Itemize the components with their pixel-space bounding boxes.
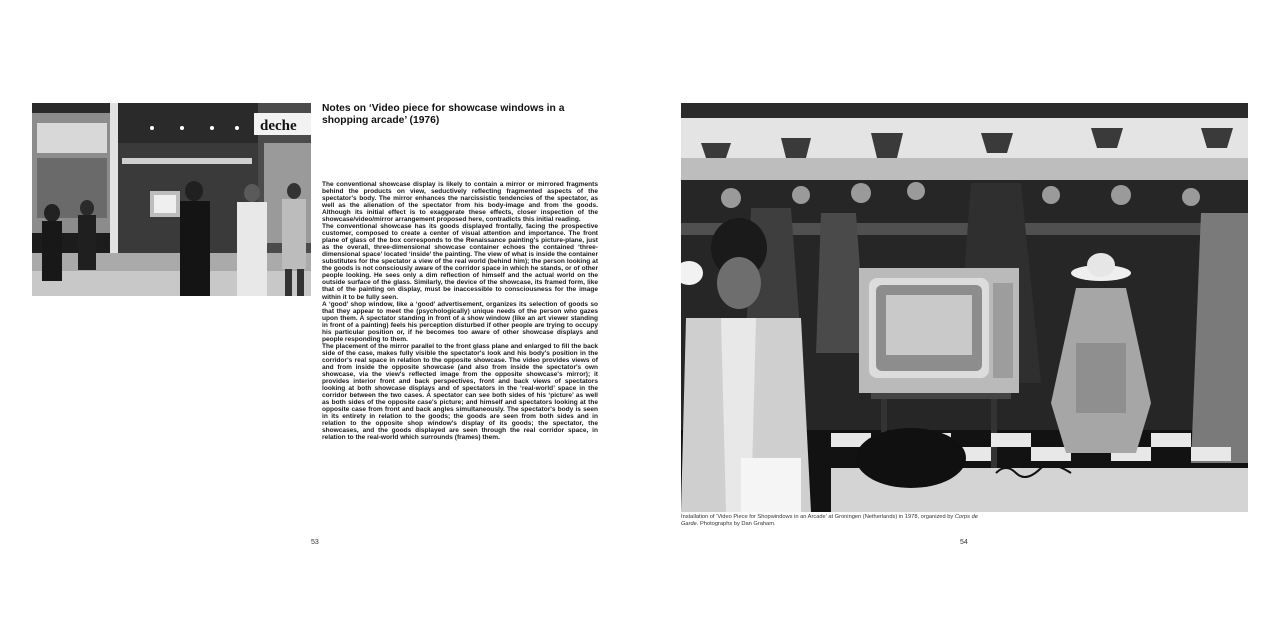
right-page bbox=[640, 0, 1280, 640]
page-number-right: 54 bbox=[960, 539, 968, 546]
body-paragraph: The conventional showcase has its goods displayed frontally, facing the prospective customer, composed to create a center of visual attention and importance. The front plane of glass of the box corresponds to the Renaissance painting's picture-plane, just as the overall, three-dimensional showcase container echoes the contained ‘three-dimensional space’ located ‘inside’ the painting. The view of what is inside the container substitutes for the spectator a view of the real world (behind him); the person looking at the goods is not consciously aware of the corridor space in which he stands, or of other people looking. He sees only a dim reflection of himself and the actual world on the outside surface of the glass. Similarly, the device of the showcase, its framed form, like that of the painting on display, must be inaccessible to consciousness for the image within it to be fully seen. bbox=[322, 223, 598, 301]
body-paragraph: A ‘good’ shop window, like a ‘good’ advertisement, organizes its selection of goods so that they appear to meet the (psychologically) unique needs of the person who gazes upon them. A spectator standing in front of a show window (like an art viewer standing in front of a painting) feels his perception disturbed if other people are trying to occupy his particular position or, if he becomes too aware of other showcase displays and people responding to them. bbox=[322, 300, 598, 343]
caption-text: Installation of ‘Video Piece for Shopwindows in an Arcade’ at Groningen (Netherlands) in 1978, organized by bbox=[681, 514, 955, 520]
page-number-left: 53 bbox=[311, 539, 319, 546]
photo-caption bbox=[681, 514, 981, 527]
body-paragraph: The conventional showcase display is likely to contain a mirror or mirrored fragments behind the products on view, seductively reflecting fragmented aspects of the spectator's body. The mirror enhances the narcissistic tendencies of the spectator, as well as the alienation of the spectator from his body-image and from the goods. Although its initial effect is to exaggerate these effects, closer inspection of the showcase/video/mirror arrangement proposed here, contradicts this initial reading. bbox=[322, 181, 598, 224]
arcade-photo bbox=[32, 103, 311, 296]
article-title: Notes on ‘Video piece for showcase windows in a shopping arcade’ (1976) bbox=[322, 103, 565, 126]
showcase-photo bbox=[681, 103, 1248, 512]
body-paragraph: The placement of the mirror parallel to the front glass plane and enlarged to fill the back side of the case, makes fully visible the spectator's look and his body's position in the corridor's real space in relation to the opposite showcase. The video provides views of and from inside the opposite showcase (and also from inside the spectator's own showcase, via the view's reflected image from the opposite showcase's mirror); it provides interior front and back perspectives, front and back views of spectators looking at both showcase displays and of spectators in the ‘real-world’ space in the corridor between the two cases. A spectator can see both sides of his ‘picture’ as well as both sides of the opposite case's picture; and himself and spectators looking at the opposite case from front and back angles simultaneously. The spectator's body is seen in its entirety in relation to the goods; the goods are seen from both sides and in relation to the opposite shop window's display of its goods; the spectator, the showcases, and the goods displayed are seen through the real corridor space, in relation to the real-world which surrounds (frames) them. bbox=[322, 342, 598, 442]
article-body bbox=[322, 181, 598, 441]
store-sign-text: deche bbox=[260, 118, 297, 134]
caption-text-end: . Photographs by Dan Graham. bbox=[696, 520, 776, 527]
caption-organizer: Corps de Garde bbox=[681, 514, 978, 527]
